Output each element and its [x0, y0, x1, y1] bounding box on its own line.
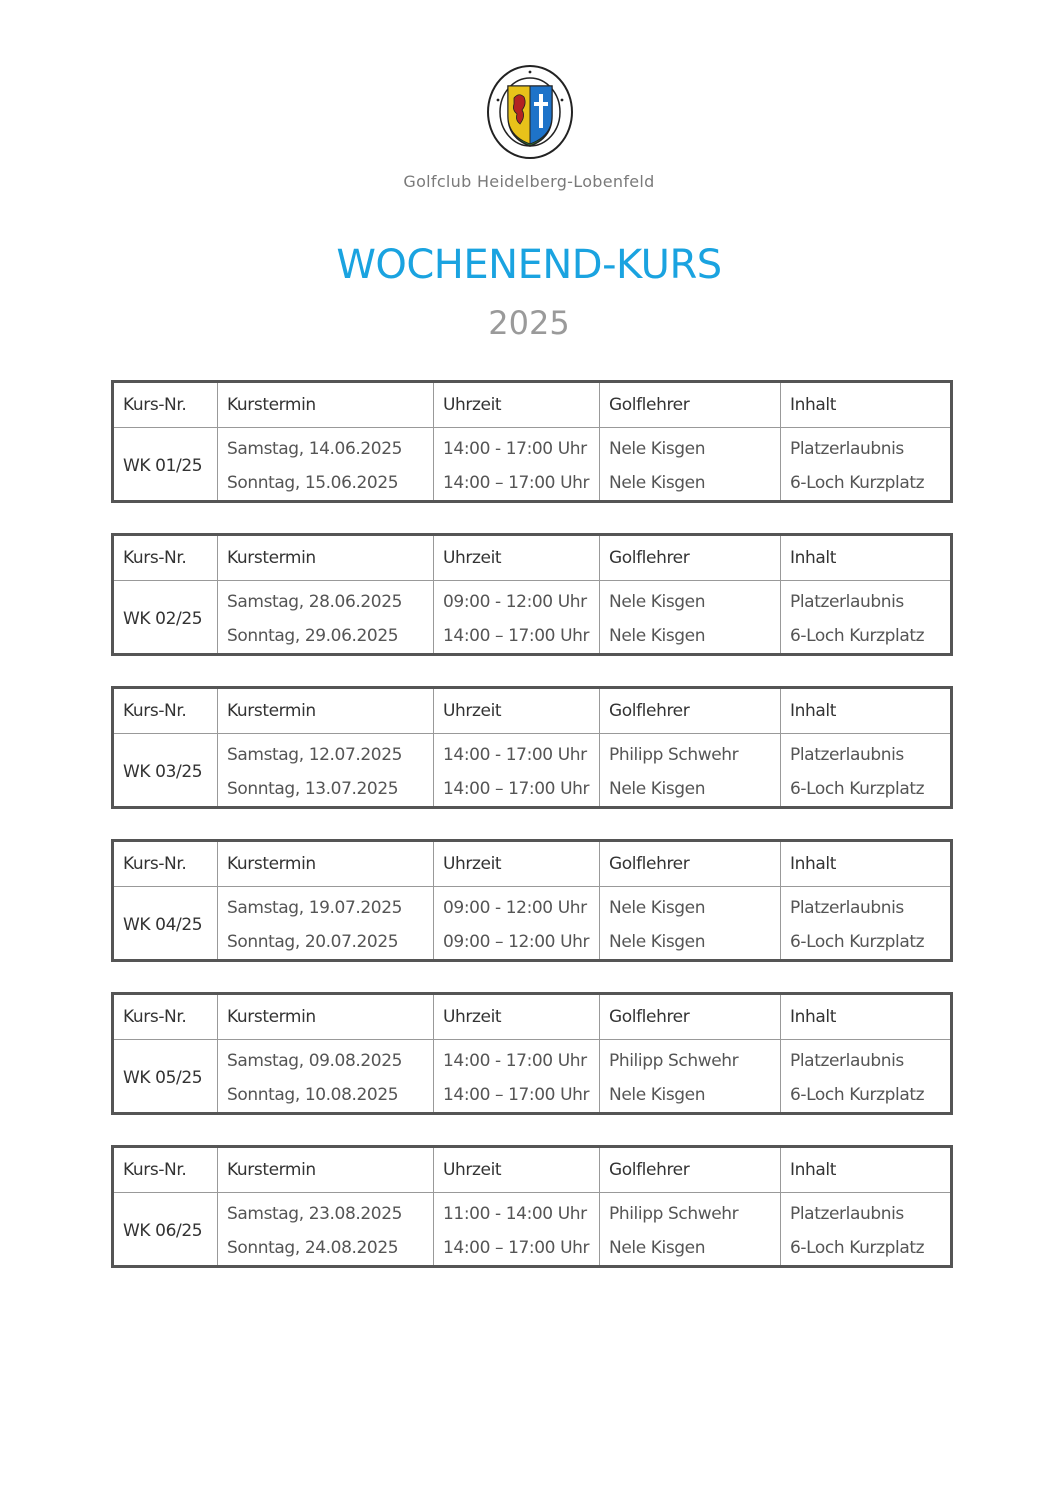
column-header-golflehrer: Golflehrer	[600, 688, 781, 734]
course-row	[113, 465, 952, 502]
page-year: 2025	[488, 304, 570, 342]
course-teacher: Nele Kisgen	[600, 581, 781, 619]
column-header-inhalt: Inhalt	[781, 994, 952, 1040]
column-header-kurs-nr: Kurs-Nr.	[113, 1147, 218, 1193]
course-content: Platzerlaubnis	[781, 581, 952, 619]
course-time: 09:00 - 12:00 Uhr	[434, 581, 600, 619]
course-time: 14:00 – 17:00 Uhr	[434, 1077, 600, 1114]
course-date: Sonntag, 29.06.2025	[218, 618, 434, 655]
course-header-row	[113, 994, 952, 1040]
column-header-kurs-nr: Kurs-Nr.	[113, 382, 218, 428]
course-date: Samstag, 23.08.2025	[218, 1193, 434, 1231]
column-header-inhalt: Inhalt	[781, 841, 952, 887]
course-header-row	[113, 382, 952, 428]
column-header-golflehrer: Golflehrer	[600, 1147, 781, 1193]
course-number: WK 02/25	[113, 581, 218, 655]
column-header-uhrzeit: Uhrzeit	[434, 841, 600, 887]
course-date: Samstag, 09.08.2025	[218, 1040, 434, 1078]
course-date: Sonntag, 10.08.2025	[218, 1077, 434, 1114]
column-header-uhrzeit: Uhrzeit	[434, 994, 600, 1040]
course-teacher: Nele Kisgen	[600, 618, 781, 655]
course-content: 6-Loch Kurzplatz	[781, 1077, 952, 1114]
course-time: 14:00 - 17:00 Uhr	[434, 1040, 600, 1078]
column-header-inhalt: Inhalt	[781, 1147, 952, 1193]
course-date: Sonntag, 24.08.2025	[218, 1230, 434, 1267]
club-logo	[486, 64, 574, 160]
course-content: 6-Loch Kurzplatz	[781, 924, 952, 961]
course-content: Platzerlaubnis	[781, 428, 952, 466]
course-table	[111, 1145, 953, 1268]
course-row	[113, 1040, 952, 1078]
course-number: WK 03/25	[113, 734, 218, 808]
column-header-inhalt: Inhalt	[781, 688, 952, 734]
column-header-inhalt: Inhalt	[781, 382, 952, 428]
course-date: Samstag, 12.07.2025	[218, 734, 434, 772]
column-header-kurstermin: Kurstermin	[218, 994, 434, 1040]
course-row	[113, 887, 952, 925]
column-header-uhrzeit: Uhrzeit	[434, 1147, 600, 1193]
course-content: 6-Loch Kurzplatz	[781, 465, 952, 502]
column-header-golflehrer: Golflehrer	[600, 535, 781, 581]
column-header-golflehrer: Golflehrer	[600, 994, 781, 1040]
course-row	[113, 581, 952, 619]
column-header-uhrzeit: Uhrzeit	[434, 382, 600, 428]
column-header-kurstermin: Kurstermin	[218, 841, 434, 887]
course-teacher: Philipp Schwehr	[600, 1193, 781, 1231]
course-row	[113, 734, 952, 772]
course-row	[113, 428, 952, 466]
column-header-kurs-nr: Kurs-Nr.	[113, 994, 218, 1040]
course-row	[113, 1193, 952, 1231]
column-header-inhalt: Inhalt	[781, 535, 952, 581]
course-row	[113, 1230, 952, 1267]
column-header-uhrzeit: Uhrzeit	[434, 688, 600, 734]
course-teacher: Nele Kisgen	[600, 1077, 781, 1114]
club-crest-icon	[486, 64, 574, 160]
course-teacher: Nele Kisgen	[600, 428, 781, 466]
column-header-kurstermin: Kurstermin	[218, 382, 434, 428]
course-teacher: Philipp Schwehr	[600, 734, 781, 772]
course-teacher: Nele Kisgen	[600, 465, 781, 502]
course-content: Platzerlaubnis	[781, 1040, 952, 1078]
course-date: Sonntag, 20.07.2025	[218, 924, 434, 961]
column-header-kurstermin: Kurstermin	[218, 688, 434, 734]
course-time: 14:00 - 17:00 Uhr	[434, 734, 600, 772]
course-table	[111, 533, 953, 656]
column-header-kurs-nr: Kurs-Nr.	[113, 688, 218, 734]
column-header-kurstermin: Kurstermin	[218, 1147, 434, 1193]
course-content: Platzerlaubnis	[781, 887, 952, 925]
course-time: 09:00 – 12:00 Uhr	[434, 924, 600, 961]
course-row	[113, 618, 952, 655]
course-row	[113, 924, 952, 961]
course-teacher: Nele Kisgen	[600, 887, 781, 925]
course-time: 11:00 - 14:00 Uhr	[434, 1193, 600, 1231]
column-header-kurstermin: Kurstermin	[218, 535, 434, 581]
course-content: 6-Loch Kurzplatz	[781, 618, 952, 655]
column-header-golflehrer: Golflehrer	[600, 841, 781, 887]
course-content: 6-Loch Kurzplatz	[781, 771, 952, 808]
club-name: Golfclub Heidelberg-Lobenfeld	[403, 172, 655, 191]
course-date: Sonntag, 13.07.2025	[218, 771, 434, 808]
column-header-golflehrer: Golflehrer	[600, 382, 781, 428]
course-date: Samstag, 19.07.2025	[218, 887, 434, 925]
course-number: WK 01/25	[113, 428, 218, 502]
column-header-uhrzeit: Uhrzeit	[434, 535, 600, 581]
course-time: 14:00 - 17:00 Uhr	[434, 428, 600, 466]
course-header-row	[113, 688, 952, 734]
course-table	[111, 839, 953, 962]
course-content: Platzerlaubnis	[781, 734, 952, 772]
course-table	[111, 380, 953, 503]
course-content: 6-Loch Kurzplatz	[781, 1230, 952, 1267]
course-date: Sonntag, 15.06.2025	[218, 465, 434, 502]
course-time: 09:00 - 12:00 Uhr	[434, 887, 600, 925]
course-row	[113, 1077, 952, 1114]
course-header-row	[113, 841, 952, 887]
course-time: 14:00 – 17:00 Uhr	[434, 618, 600, 655]
course-teacher: Nele Kisgen	[600, 771, 781, 808]
course-header-row	[113, 1147, 952, 1193]
course-date: Samstag, 14.06.2025	[218, 428, 434, 466]
course-time: 14:00 – 17:00 Uhr	[434, 771, 600, 808]
course-number: WK 06/25	[113, 1193, 218, 1267]
course-header-row	[113, 535, 952, 581]
page-title: WOCHENEND-KURS	[336, 242, 722, 288]
course-teacher: Philipp Schwehr	[600, 1040, 781, 1078]
course-row	[113, 771, 952, 808]
course-content: Platzerlaubnis	[781, 1193, 952, 1231]
course-table	[111, 992, 953, 1115]
course-number: WK 04/25	[113, 887, 218, 961]
course-table	[111, 686, 953, 809]
course-number: WK 05/25	[113, 1040, 218, 1114]
column-header-kurs-nr: Kurs-Nr.	[113, 841, 218, 887]
column-header-kurs-nr: Kurs-Nr.	[113, 535, 218, 581]
course-date: Samstag, 28.06.2025	[218, 581, 434, 619]
course-teacher: Nele Kisgen	[600, 1230, 781, 1267]
course-time: 14:00 – 17:00 Uhr	[434, 465, 600, 502]
course-list	[111, 380, 950, 1298]
course-teacher: Nele Kisgen	[600, 924, 781, 961]
course-time: 14:00 – 17:00 Uhr	[434, 1230, 600, 1267]
